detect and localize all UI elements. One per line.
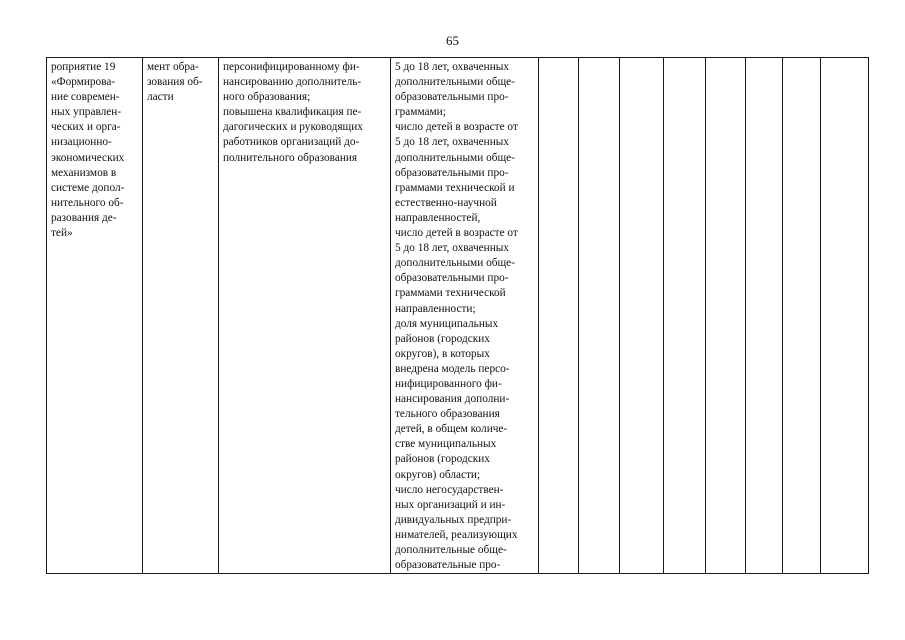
text-line: нансирования дополни- (395, 393, 510, 406)
cell-empty (664, 58, 706, 574)
text-line: направленностей, (395, 211, 481, 224)
text-line: образовательными про- (395, 166, 509, 179)
text-line: «Формирова- (51, 76, 116, 89)
text-line: образовательными про- (395, 272, 509, 285)
text-line: ние современ- (51, 91, 120, 104)
text-line: 5 до 18 лет, охваченных (395, 136, 509, 149)
text-line: тельного образования (395, 408, 500, 421)
text-line: ласти (147, 91, 174, 104)
text-line: повышена квалификация пе- (223, 106, 362, 119)
cell-empty (783, 58, 821, 574)
text-line: дополнительными обще- (395, 76, 515, 89)
text-line: детей, в общем количе- (395, 423, 508, 436)
text-line: районов (городских (395, 332, 490, 345)
text-line: число негосударствен- (395, 483, 504, 496)
text-line: ных организаций и ин- (395, 498, 506, 511)
cell-measure-name (47, 58, 143, 574)
text-line: 5 до 18 лет, охваченных (395, 242, 509, 255)
text-line: персонифицированному фи- (223, 61, 360, 73)
text-line: тей» (51, 227, 73, 240)
cell-empty (706, 58, 746, 574)
text-line: граммами технической (395, 287, 506, 300)
text-line: районов (городских (395, 453, 490, 466)
text-line: округов), в которых (395, 347, 490, 360)
text-line: мент обра- (147, 61, 199, 73)
cell-indicators (391, 58, 539, 574)
text-line: нительного об- (51, 196, 124, 209)
text-line: нифицированного фи- (395, 377, 502, 390)
document-table (46, 57, 869, 574)
text-line: нансированию дополнитель- (223, 76, 362, 89)
text-line: системе допол- (51, 181, 125, 194)
cell-empty (821, 58, 869, 574)
text-line: ческих и орга- (51, 121, 121, 134)
text-line: зования об- (147, 76, 203, 89)
cell-empty (746, 58, 783, 574)
text-line: число детей в возрасте от (395, 227, 518, 240)
table-row (47, 58, 869, 574)
text-line: граммами; (395, 106, 446, 119)
cell-expected-result (219, 58, 391, 574)
text-line: экономических (51, 151, 125, 164)
text-line: дивидуальных предпри- (395, 513, 512, 526)
text-line: образовательные про- (395, 559, 501, 572)
text-line: ных управлен- (51, 106, 122, 119)
cell-empty (579, 58, 620, 574)
text-line: полнительного образования (223, 151, 358, 164)
page-number: 65 (446, 33, 459, 48)
text-line: разования де- (51, 211, 117, 224)
text-line: стве муниципальных (395, 438, 497, 451)
text-line: дагогических и руководящих (223, 121, 363, 134)
text-line: внедрена модель персо- (395, 362, 510, 375)
text-line: ного образования; (223, 91, 311, 104)
text-line: дополнительными обще- (395, 151, 515, 164)
text-line: естественно-научной (395, 196, 497, 209)
text-line: работников организаций до- (223, 136, 360, 149)
text-line: механизмов в (51, 166, 117, 179)
text-line: нимателей, реализующих (395, 528, 518, 541)
cell-empty (620, 58, 664, 574)
text-line: округов) области; (395, 468, 481, 481)
text-line: 5 до 18 лет, охваченных (395, 61, 509, 73)
text-line: направленности; (395, 302, 476, 315)
text-line: низационно- (51, 136, 112, 149)
text-line: граммами технической и (395, 181, 515, 194)
text-line: образовательными про- (395, 91, 509, 104)
text-line: роприятие 19 (51, 61, 116, 73)
cell-empty (539, 58, 579, 574)
cell-responsible (143, 58, 219, 574)
text-line: число детей в возрасте от (395, 121, 518, 134)
text-line: дополнительные обще- (395, 544, 507, 556)
text-line: доля муниципальных (395, 317, 499, 330)
text-line: дополнительными обще- (395, 257, 515, 270)
